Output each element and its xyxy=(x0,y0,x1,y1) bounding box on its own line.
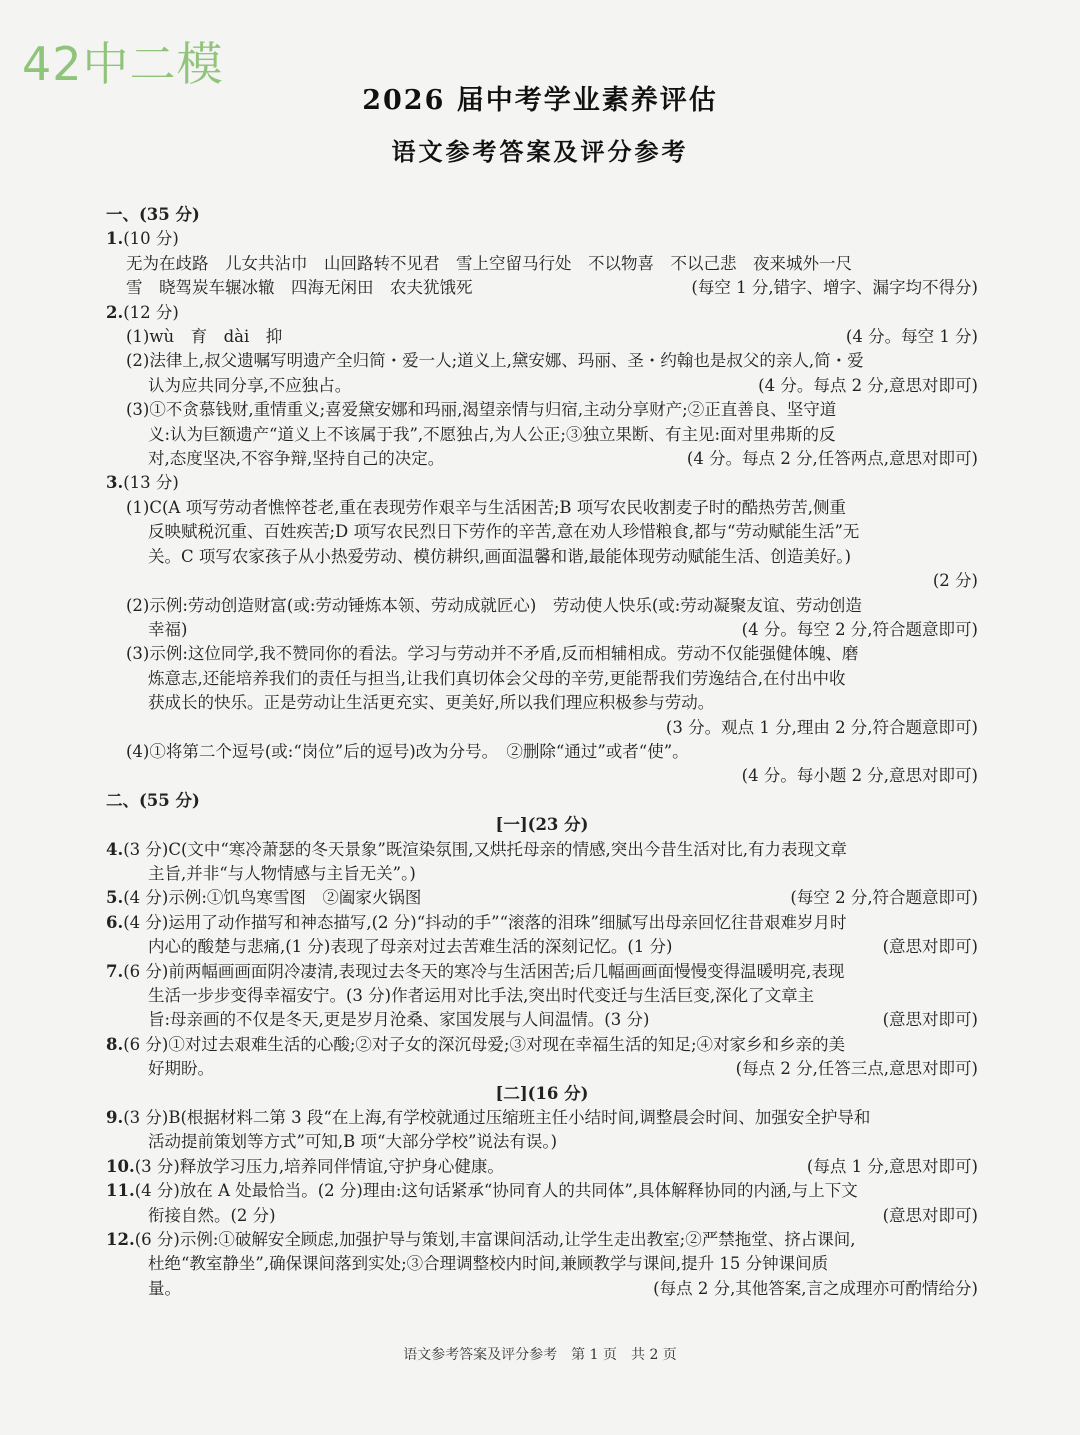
answer-line: 杜绝“教室静坐”,确保课间落到实处;③合理调整校内时间,兼顾教学与课间,提升 15 分钟课间质 xyxy=(148,1254,829,1274)
page-subtitle: 语文参考答案及评分参考 xyxy=(391,137,689,166)
question-number: 11. xyxy=(106,1181,135,1201)
answer-line: 主旨,并非“与人物情感与主旨无关”。) xyxy=(148,863,416,883)
question-text xyxy=(106,1155,504,1179)
question-number: 2. xyxy=(106,302,124,322)
answer-text: 衔接自然。(2 分) xyxy=(148,1205,276,1225)
answer-line xyxy=(106,1155,978,1179)
subsection-heading: [二](16 分) xyxy=(495,1083,589,1103)
answer-line: (4)①将第二个逗号(或:“岗位”后的逗号)改为分号。 ②删除“通过”或者“使”。 xyxy=(126,741,689,761)
watermark-label: 42中二模 xyxy=(22,37,224,91)
score-note: (4 分。每空 2 分,符合题意即可) xyxy=(741,619,978,639)
question-text: (4 分)运用了动作描写和神态描写,(2 分)“抖动的手”“滚落的泪珠”细腻写出母亲回忆往昔艰难岁月时 xyxy=(123,912,847,932)
score-note: (意思对即可) xyxy=(882,937,978,957)
answer-line xyxy=(106,838,978,862)
answer-line xyxy=(106,1228,978,1252)
question-number: 4. xyxy=(106,839,124,859)
answer-line xyxy=(106,447,978,471)
question-text: (4 分)放在 A 处最恰当。(2 分)理由:这句话紧承“协同育人的共同体”,具体解释协同的内涵,与上下文 xyxy=(134,1181,858,1201)
answer-line xyxy=(106,471,978,495)
answer-line xyxy=(106,1008,978,1032)
answer-line xyxy=(106,618,978,642)
answer-line xyxy=(106,301,978,325)
answer-line xyxy=(106,374,978,398)
answer-line xyxy=(106,1277,978,1301)
answer-line xyxy=(106,1033,978,1057)
question-text xyxy=(106,886,421,910)
answer-line xyxy=(106,1204,978,1228)
score-note: (4 分。每空 1 分) xyxy=(845,327,978,347)
answer-line: 关。C 项写农家孩子从小热爱劳动、模仿耕织,画面温馨和谐,最能体现劳动赋能生活、创造美好。) xyxy=(148,546,852,566)
question-text: (12 分) xyxy=(123,302,179,322)
answer-line: (2)法律上,叔父遗嘱写明遗产全归简・爱一人;道义上,黛安娜、玛丽、圣・约翰也是叔父的亲人,简・爱 xyxy=(126,351,864,371)
score-note: (2 分) xyxy=(932,571,978,591)
answer-text: 量。 xyxy=(148,1278,181,1298)
question-number: 6. xyxy=(106,912,124,932)
answer-line xyxy=(106,886,978,910)
question-number: 9. xyxy=(106,1108,124,1128)
question-number: 1. xyxy=(106,229,124,249)
section-heading: 二、(55 分) xyxy=(106,790,200,810)
question-text: (10 分) xyxy=(123,229,179,249)
score-note: (每空 1 分,错字、增字、漏字均不得分) xyxy=(691,278,978,298)
score-note: (3 分。观点 1 分,理由 2 分,符合题意即可) xyxy=(665,717,978,737)
answer-text: 内心的酸楚与悲痛,(1 分)表现了母亲对过去苦难生活的深刻记忆。(1 分) xyxy=(148,937,673,957)
score-note: (意思对即可) xyxy=(882,1205,978,1225)
question-text: (6 分)①对过去艰难生活的心酸;②对子女的深沉母爱;③对现在幸福生活的知足;④对家乡和乡亲的美 xyxy=(123,1034,846,1054)
answer-line: 活动提前策划等方式”可知,B 项“大部分学校”说法有误。) xyxy=(148,1132,558,1152)
answer-line: 无为在歧路 儿女共沾巾 山回路转不见君 雪上空留马行处 不以物喜 不以己悲 夜来城外一尺 xyxy=(126,253,852,273)
question-number: 3. xyxy=(106,473,124,493)
question-text: (6 分)示例:①破解安全顾虑,加强护导与策划,丰富课间活动,让学生走出教室;②严禁拖堂、挤占课间, xyxy=(134,1230,856,1250)
answer-line xyxy=(106,960,978,984)
answer-line: 获成长的快乐。正是劳动让生活更充实、更美好,所以我们理应积极参与劳动。 xyxy=(148,693,715,713)
answer-line: (3)示例:这位同学,我不赞同你的看法。学习与劳动并不矛盾,反而相辅相成。劳动不仅能强健体魄、磨 xyxy=(126,644,859,664)
question-number: 10. xyxy=(106,1156,135,1176)
question-text: (13 分) xyxy=(123,473,179,493)
answer-text: 雪 晓驾炭车辗冰辙 四海无闲田 农夫犹饿死 xyxy=(126,278,473,298)
answer-text: (1)wù 育 dài 抑 xyxy=(126,327,283,347)
section-heading: 一、(35 分) xyxy=(106,205,200,224)
score-note: (4 分。每点 2 分,任答两点,意思对即可) xyxy=(686,449,978,469)
score-note: (每点 2 分,其他答案,言之成理亦可酌情给分) xyxy=(653,1278,978,1298)
score-note: (每点 1 分,意思对即可) xyxy=(806,1156,978,1176)
answer-line xyxy=(106,935,978,959)
answer-line: 炼意志,还能培养我们的责任与担当,让我们真切体会父母的辛劳,更能帮我们劳逸结合,在付出中收 xyxy=(148,668,846,688)
question-number: 8. xyxy=(106,1034,124,1054)
answer-content xyxy=(106,203,978,1301)
answer-line xyxy=(106,325,978,349)
score-note: (4 分。每点 2 分,意思对即可) xyxy=(758,375,978,395)
score-note: (4 分。每小题 2 分,意思对即可) xyxy=(741,766,978,786)
answer-line: (3)①不贪慕钱财,重情重义;喜爱黛安娜和玛丽,渴望亲情与归宿,主动分享财产;②正直善良、坚守道 xyxy=(126,400,837,420)
answer-line: 生活一步步变得幸福安宁。(3 分)作者运用对比手法,突出时代变迁与生活巨变,深化了文章主 xyxy=(148,986,815,1005)
answer-line xyxy=(106,227,978,251)
question-number: 12. xyxy=(106,1230,135,1250)
answer-line: (1)C(A 项写劳动者憔悴苍老,重在表现劳作艰辛与生活困苦;B 项写农民收割麦子时的酷热劳苦,侧重 xyxy=(126,497,847,517)
score-note: (每空 2 分,符合题意即可) xyxy=(790,888,978,908)
answer-text: 幸福) xyxy=(148,619,188,639)
question-body: (4 分)示例:①饥鸟寒雪图 ②阖家火锅图 xyxy=(123,888,422,908)
question-body: (3 分)释放学习压力,培养同伴情谊,守护身心健康。 xyxy=(134,1156,504,1176)
answer-line xyxy=(106,1179,978,1203)
answer-text: 认为应共同分享,不应独占。 xyxy=(148,375,352,395)
score-note: (意思对即可) xyxy=(882,1010,978,1030)
answer-line: 反映赋税沉重、百姓疾苦;D 项写农民烈日下劳作的辛苦,意在劝人珍惜粮食,都与“劳动赋能生活”无 xyxy=(148,522,860,542)
answer-text: 好期盼。 xyxy=(148,1059,214,1079)
subsection-heading: [一](23 分) xyxy=(495,815,589,835)
score-note: (每点 2 分,任答三点,意思对即可) xyxy=(735,1059,978,1079)
question-text: (6 分)前两幅画画面阴冷凄清,表现过去冬天的寒冷与生活困苦;后几幅画画面慢慢变得温暖明亮,表现 xyxy=(123,961,845,981)
answer-text: 旨:母亲画的不仅是冬天,更是岁月沧桑、家国发展与人间温情。(3 分) xyxy=(148,1010,650,1030)
answer-line xyxy=(106,1106,978,1130)
answer-line xyxy=(106,1057,978,1081)
answer-line: (2)示例:劳动创造财富(或:劳动锤炼本领、劳动成就匠心) 劳动使人快乐(或:劳动凝聚友谊、劳动创造 xyxy=(126,595,862,615)
question-text: (3 分)B(根据材料二第 3 段“在上海,有学校就通过压缩班主任小结时间,调整晨会时间、加强安全护导和 xyxy=(123,1108,871,1128)
question-number: 7. xyxy=(106,961,124,981)
page-footer: 语文参考答案及评分参考 第 1 页 共 2 页 xyxy=(403,1347,677,1363)
answer-line xyxy=(106,276,978,300)
answer-line xyxy=(106,911,978,935)
answer-line: 义:认为巨额遗产“道义上不该属于我”,不愿独占,为人公正;③独立果断、有主见:面对里弗斯的反 xyxy=(148,424,836,444)
question-number: 5. xyxy=(106,888,124,908)
answer-text: 对,态度坚决,不容争辩,坚持自己的决定。 xyxy=(148,449,445,469)
page-title: 2026 届中考学业素养评估 xyxy=(362,85,718,116)
question-text: (3 分)C(文中“寒冷萧瑟的冬天景象”既渲染氛围,又烘托母亲的情感,突出今昔生活对比,有力表现文章 xyxy=(123,839,848,859)
